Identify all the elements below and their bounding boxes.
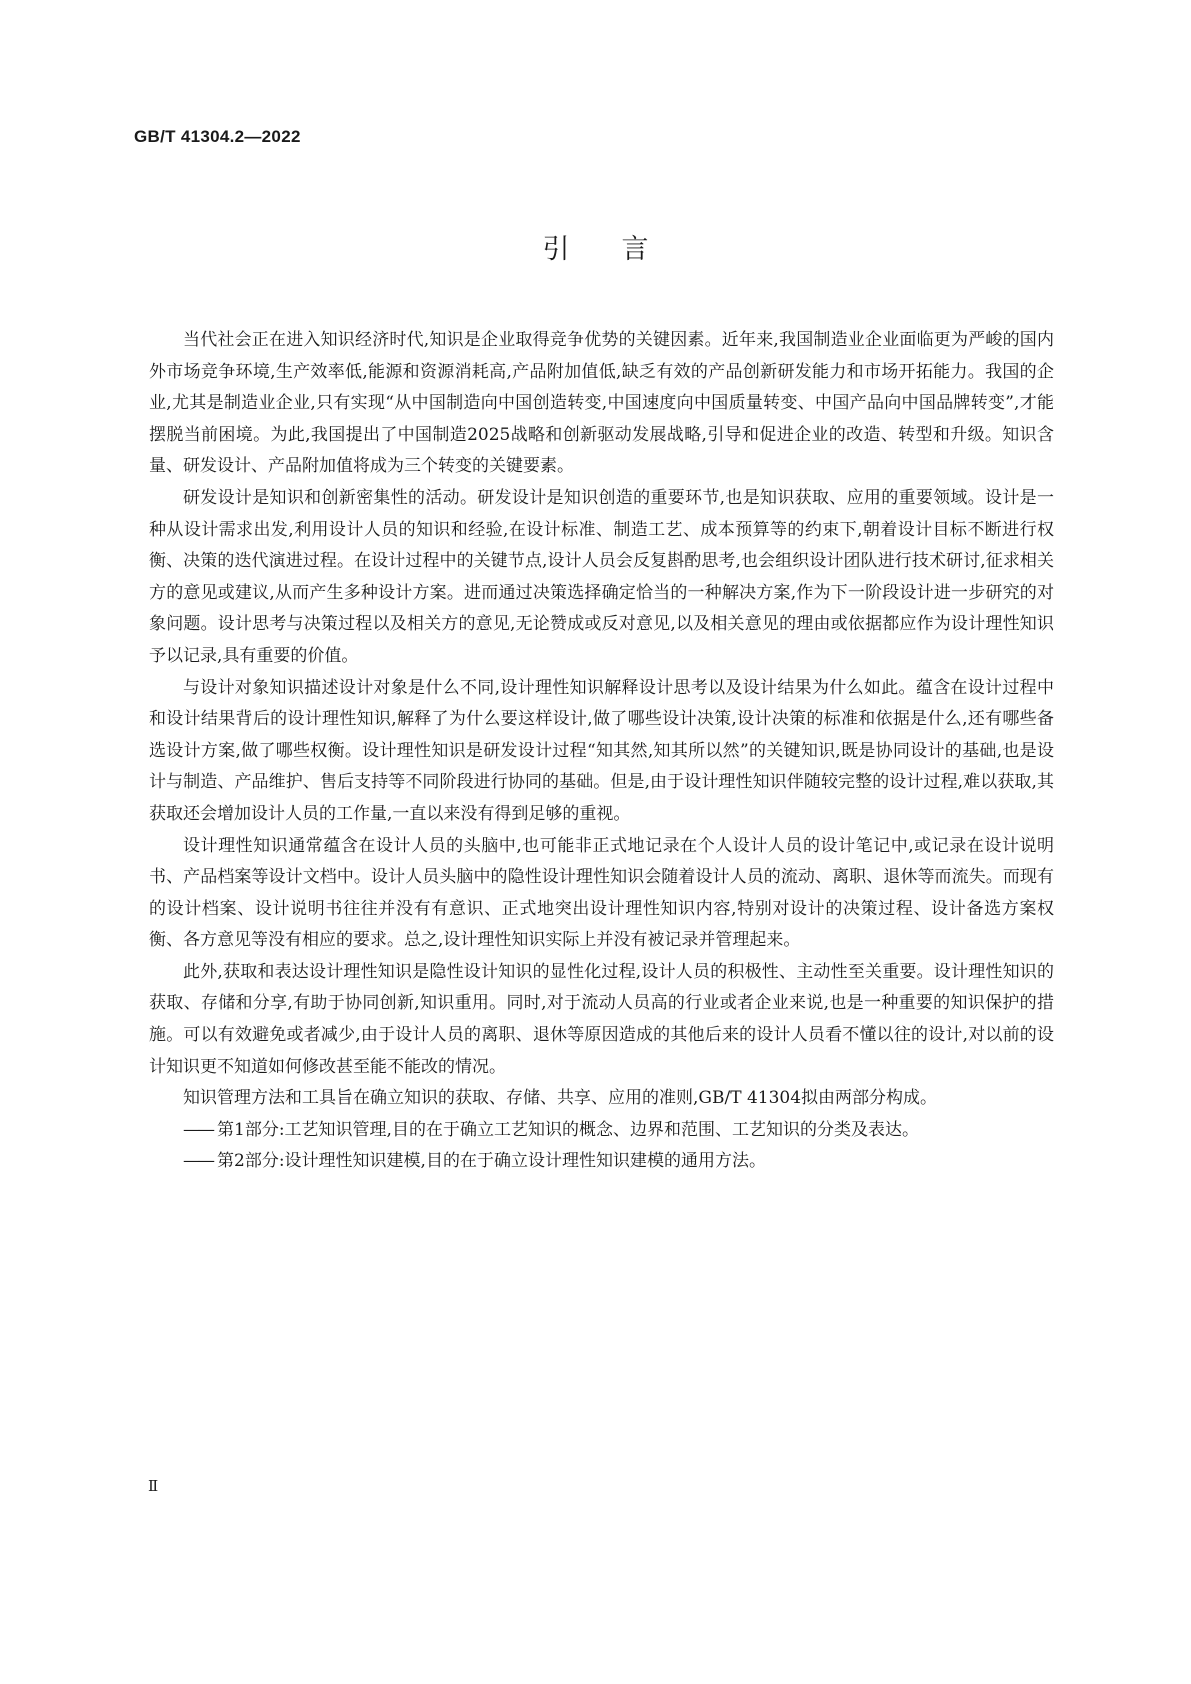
list-item-text: 第1部分:工艺知识管理,目的在于确立工艺知识的概念、边界和范围、工艺知识的分类及表达。	[217, 1119, 919, 1140]
list-dash: ——	[183, 1119, 213, 1140]
body-text	[149, 325, 1054, 1178]
list-item-text: 第2部分:设计理性知识建模,目的在于确立设计理性知识建模的通用方法。	[217, 1151, 766, 1172]
paragraph-6: 知识管理方法和工具旨在确立知识的获取、存储、共享、应用的准则,GB/T 41304拟由两部分构成。	[183, 1088, 938, 1109]
paragraph-1: 当代社会正在进入知识经济时代,知识是企业取得竞争优势的关键因素。近年来,我国制造业企业面临更为严峻的国内外市场竞争环境,生产效率低,能源和资源消耗高,产品附加值低,缺乏有效的产品创新研发能力和市场开拓能力。我国的企业,尤其是制造业企业,只有实现“从中国制造向中国创造转变,中国速度向中国质量转变、中国产品向中国品牌转变”,才能摆脱当前困境。为此,我国提出了中国制造2025战略和创新驱动发展战略,引导和促进企业的改造、转型和升级。知识含量、研发设计、产品附加值将成为三个转变的关键要素。	[149, 330, 1054, 477]
page-number: Ⅱ	[148, 1477, 159, 1495]
paragraph-4: 设计理性知识通常蕴含在设计人员的头脑中,也可能非正式地记录在个人设计人员的设计笔记中,或记录在设计说明书、产品档案等设计文档中。设计人员头脑中的隐性设计理性知识会随着设计人员的流动、离职、退休等而流失。而现有的设计档案、设计说明书往往并没有有意识、正式地突出设计理性知识内容,特别对设计的决策过程、设计备选方案权衡、各方意见等没有相应的要求。总之,设计理性知识实际上并没有被记录并管理起来。	[149, 835, 1054, 951]
paragraph-2: 研发设计是知识和创新密集性的活动。研发设计是知识创造的重要环节,也是知识获取、应用的重要领域。设计是一种从设计需求出发,利用设计人员的知识和经验,在设计标准、制造工艺、成本预算等的约束下,朝着设计目标不断进行权衡、决策的迭代演进过程。在设计过程中的关键节点,设计人员会反复斟酌思考,也会组织设计团队进行技术研讨,征求相关方的意见或建议,从而产生多种设计方案。进而通过决策选择确定恰当的一种解决方案,作为下一阶段设计进一步研究的对象问题。设计思考与决策过程以及相关方的意见,无论赞成或反对意见,以及相关意见的理由或依据都应作为设计理性知识予以记录,具有重要的价值。	[149, 487, 1054, 666]
list-item-part-2	[149, 1146, 1054, 1178]
document-number: GB/T 41304.2—2022	[134, 127, 301, 146]
paragraph-5: 此外,获取和表达设计理性知识是隐性设计知识的显性化过程,设计人员的积极性、主动性至关重要。设计理性知识的获取、存储和分享,有助于协同创新,知识重用。同时,对于流动人员高的行业或者企业来说,也是一种重要的知识保护的措施。可以有效避免或者减少,由于设计人员的离职、退休等原因造成的其他后来的设计人员看不懂以往的设计,对以前的设计知识更不知道如何修改甚至能不能改的情况。	[149, 961, 1054, 1077]
list-item-part-1	[149, 1115, 1054, 1147]
list-dash: ——	[183, 1151, 213, 1172]
section-title: 引言	[542, 234, 701, 265]
paragraph-3: 与设计对象知识描述设计对象是什么不同,设计理性知识解释设计思考以及设计结果为什么如此。蕴含在设计过程中和设计结果背后的设计理性知识,解释了为什么要这样设计,做了哪些设计决策,设计决策的标准和依据是什么,还有哪些备选设计方案,做了哪些权衡。设计理性知识是研发设计过程“知其然,知其所以然”的关键知识,既是协同设计的基础,也是设计与制造、产品维护、售后支持等不同阶段进行协同的基础。但是,由于设计理性知识伴随较完整的设计过程,难以获取,其获取还会增加设计人员的工作量,一直以来没有得到足够的重视。	[149, 677, 1054, 824]
